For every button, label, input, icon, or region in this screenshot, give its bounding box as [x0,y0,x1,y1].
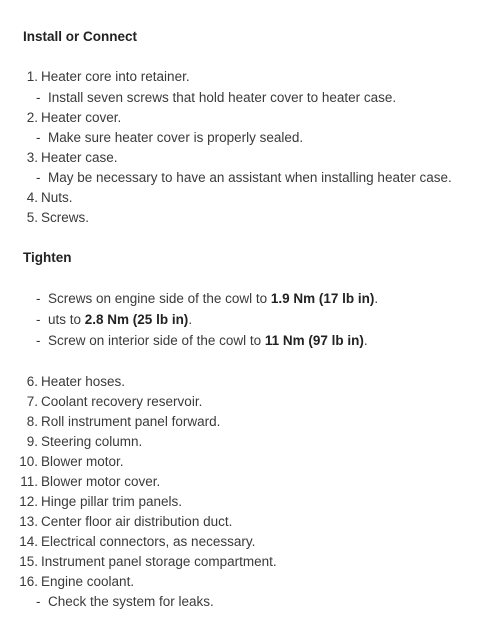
step-text: Instrument panel storage compartment. [41,554,277,569]
torque-suffix: . [363,333,368,348]
dash-bullet: - [36,291,41,306]
dash-bullet: - [36,130,41,145]
section-heading-tighten: Tighten [23,250,72,265]
torque-label: Screws on engine side of the cowl to [48,291,271,306]
step-number: 4. [26,190,38,205]
dash-bullet: - [36,170,41,185]
torque-suffix: . [374,291,379,306]
dash-bullet: - [36,333,41,348]
step-number: 12. [19,494,38,509]
note-text: Make sure heater cover is properly sealed. [48,130,304,145]
step-text: Center floor air distribution duct. [41,514,233,529]
step-text: Engine coolant. [41,574,135,589]
step-text: Screws. [41,210,90,225]
section-heading-install: Install or Connect [23,29,138,44]
torque-value: 1.9 Nm (17 lb in) [270,291,375,306]
step-number: 11. [20,474,38,489]
torque-value: 2.8 Nm (25 lb in) [84,312,189,327]
step-number: 10. [19,454,38,469]
step-text: Heater hoses. [41,374,126,389]
step-text: Blower motor. [41,454,124,469]
step-text: Steering column. [41,434,143,449]
step-number: 7. [26,394,38,409]
torque-suffix: . [188,312,193,327]
step-number: 15. [19,554,38,569]
step-text: Coolant recovery reservoir. [41,394,203,409]
step-number: 13. [19,514,38,529]
step-number: 16. [19,574,38,589]
step-text: Heater cover. [41,110,122,125]
note-text: Check the system for leaks. [48,594,214,609]
step-text: Heater case. [41,150,118,165]
step-text: Nuts. [41,190,73,205]
step-number: 3. [26,150,38,165]
step-number: 8. [26,414,38,429]
note-text: May be necessary to have an assistant when installing heater case. [48,170,452,185]
dash-bullet: - [36,90,41,105]
dash-bullet: - [36,594,41,609]
step-number: 2. [26,110,38,125]
dash-bullet: - [36,312,41,327]
torque-value: 11 Nm (97 lb in) [264,333,364,348]
note-text: Install seven screws that hold heater cover to heater case. [48,90,397,105]
step-number: 1. [26,69,38,84]
step-text: Heater core into retainer. [41,69,190,84]
torque-label: uts to [48,312,85,327]
step-number: 14. [19,534,38,549]
step-number: 6. [26,374,38,389]
step-text: Roll instrument panel forward. [41,414,221,429]
step-text: Hinge pillar trim panels. [41,494,183,509]
step-number: 5. [26,210,38,225]
step-text: Blower motor cover. [41,474,161,489]
torque-label: Screw on interior side of the cowl to [48,333,265,348]
step-number: 9. [26,434,38,449]
step-text: Electrical connectors, as necessary. [41,534,256,549]
